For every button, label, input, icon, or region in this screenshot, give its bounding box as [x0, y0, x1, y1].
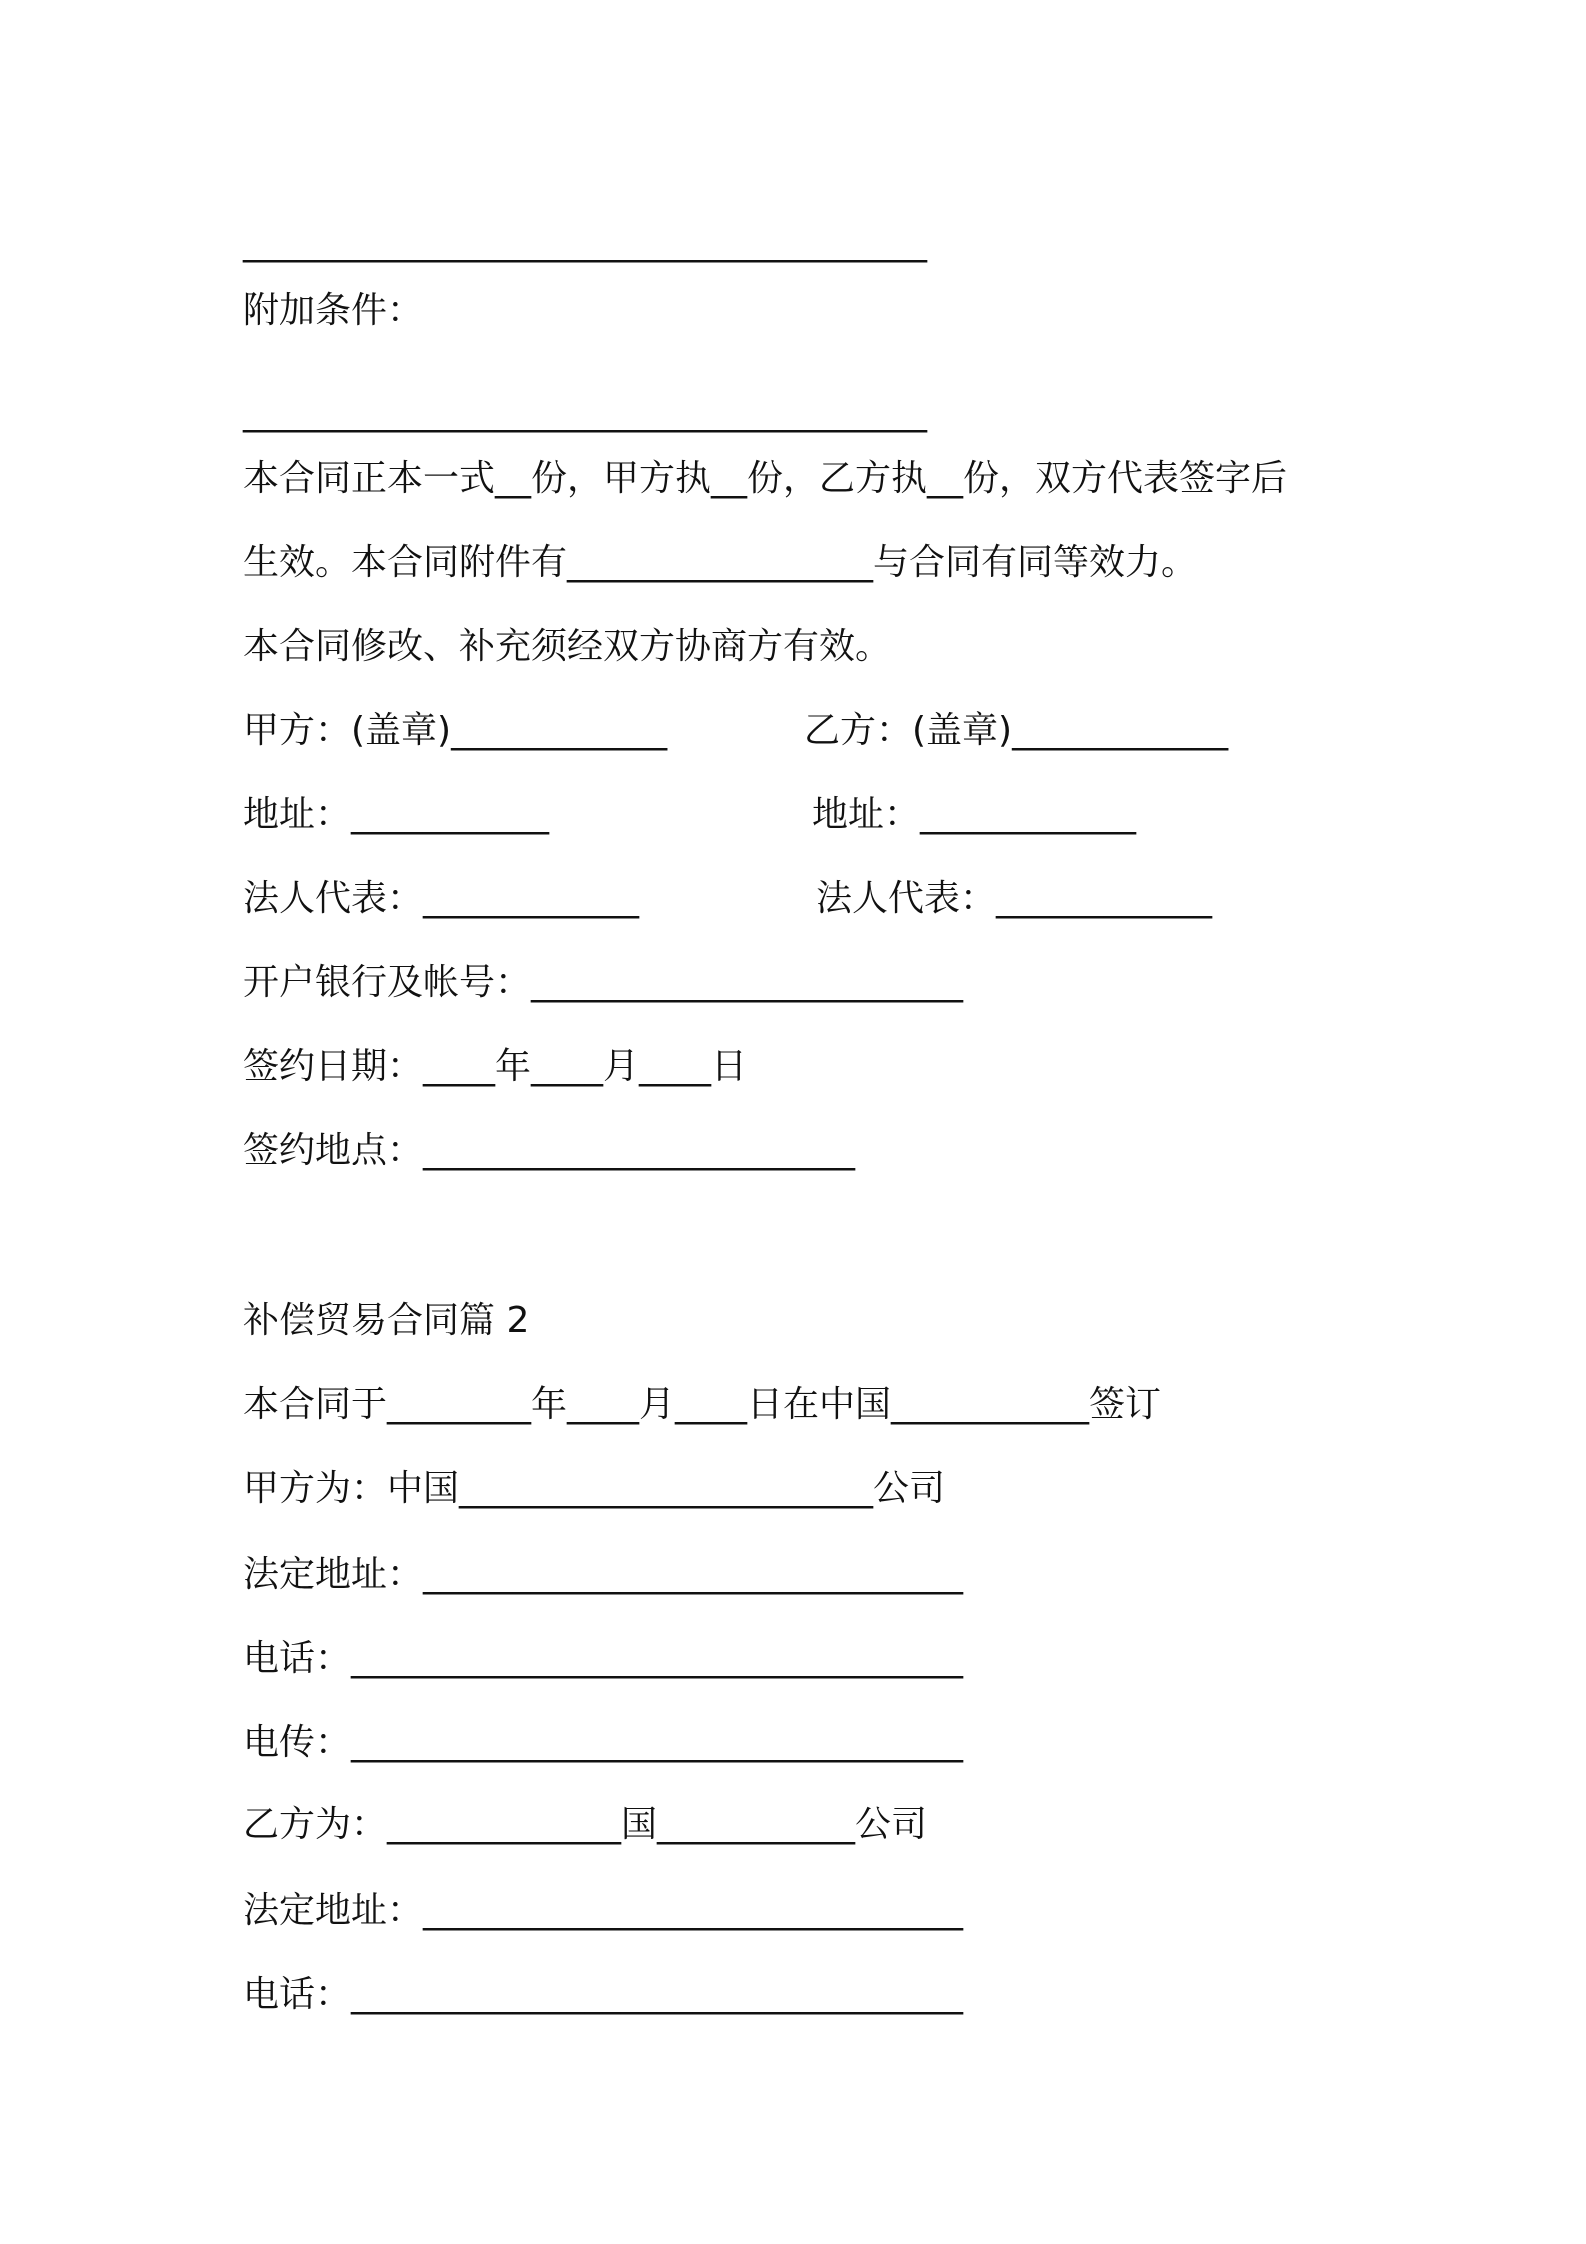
paragraph-effect: 生效。本合同附件有_________________与合同有同等效力。	[243, 542, 1198, 583]
section-heading: 补偿贸易合同篇 2	[243, 1300, 530, 1341]
signing-place-field: 签约地点：________________________	[243, 1130, 856, 1171]
party-a-seal: 甲方：(盖章)____________	[243, 710, 668, 751]
signing-date-field: 签约日期：____年____月____日	[243, 1046, 748, 1087]
party-b-representative: 法人代表：____________	[816, 878, 1213, 919]
party-a-company: 甲方为：中国_______________________公司	[243, 1468, 946, 1509]
paragraph-amendment: 本合同修改、补充须经双方协商方有效。	[243, 626, 892, 667]
party-a-legal-address: 法定地址：______________________________	[243, 1554, 964, 1595]
paragraph-copies: 本合同正本一式__份，甲方执__份，乙方执__份，双方代表签字后	[243, 458, 1288, 499]
party-a-address: 地址：___________	[243, 794, 550, 835]
blank-line: ______________________________________	[243, 392, 927, 433]
party-b-seal: 乙方：(盖章)____________	[804, 710, 1229, 751]
party-b-phone: 电话：__________________________________	[243, 1974, 964, 2015]
blank-line: ______________________________________	[243, 222, 927, 263]
additional-terms-label: 附加条件：	[243, 290, 424, 331]
party-a-fax: 电传：__________________________________	[243, 1722, 964, 1763]
party-a-representative: 法人代表：____________	[243, 878, 640, 919]
party-a-phone: 电话：__________________________________	[243, 1638, 964, 1679]
party-b-company: 乙方为：_____________国___________公司	[243, 1804, 928, 1845]
bank-account-field: 开户银行及帐号：________________________	[243, 962, 964, 1003]
party-b-address: 地址：____________	[812, 794, 1137, 835]
contract-intro: 本合同于________年____月____日在中国___________签订	[243, 1384, 1162, 1425]
party-b-legal-address: 法定地址：______________________________	[243, 1890, 964, 1931]
